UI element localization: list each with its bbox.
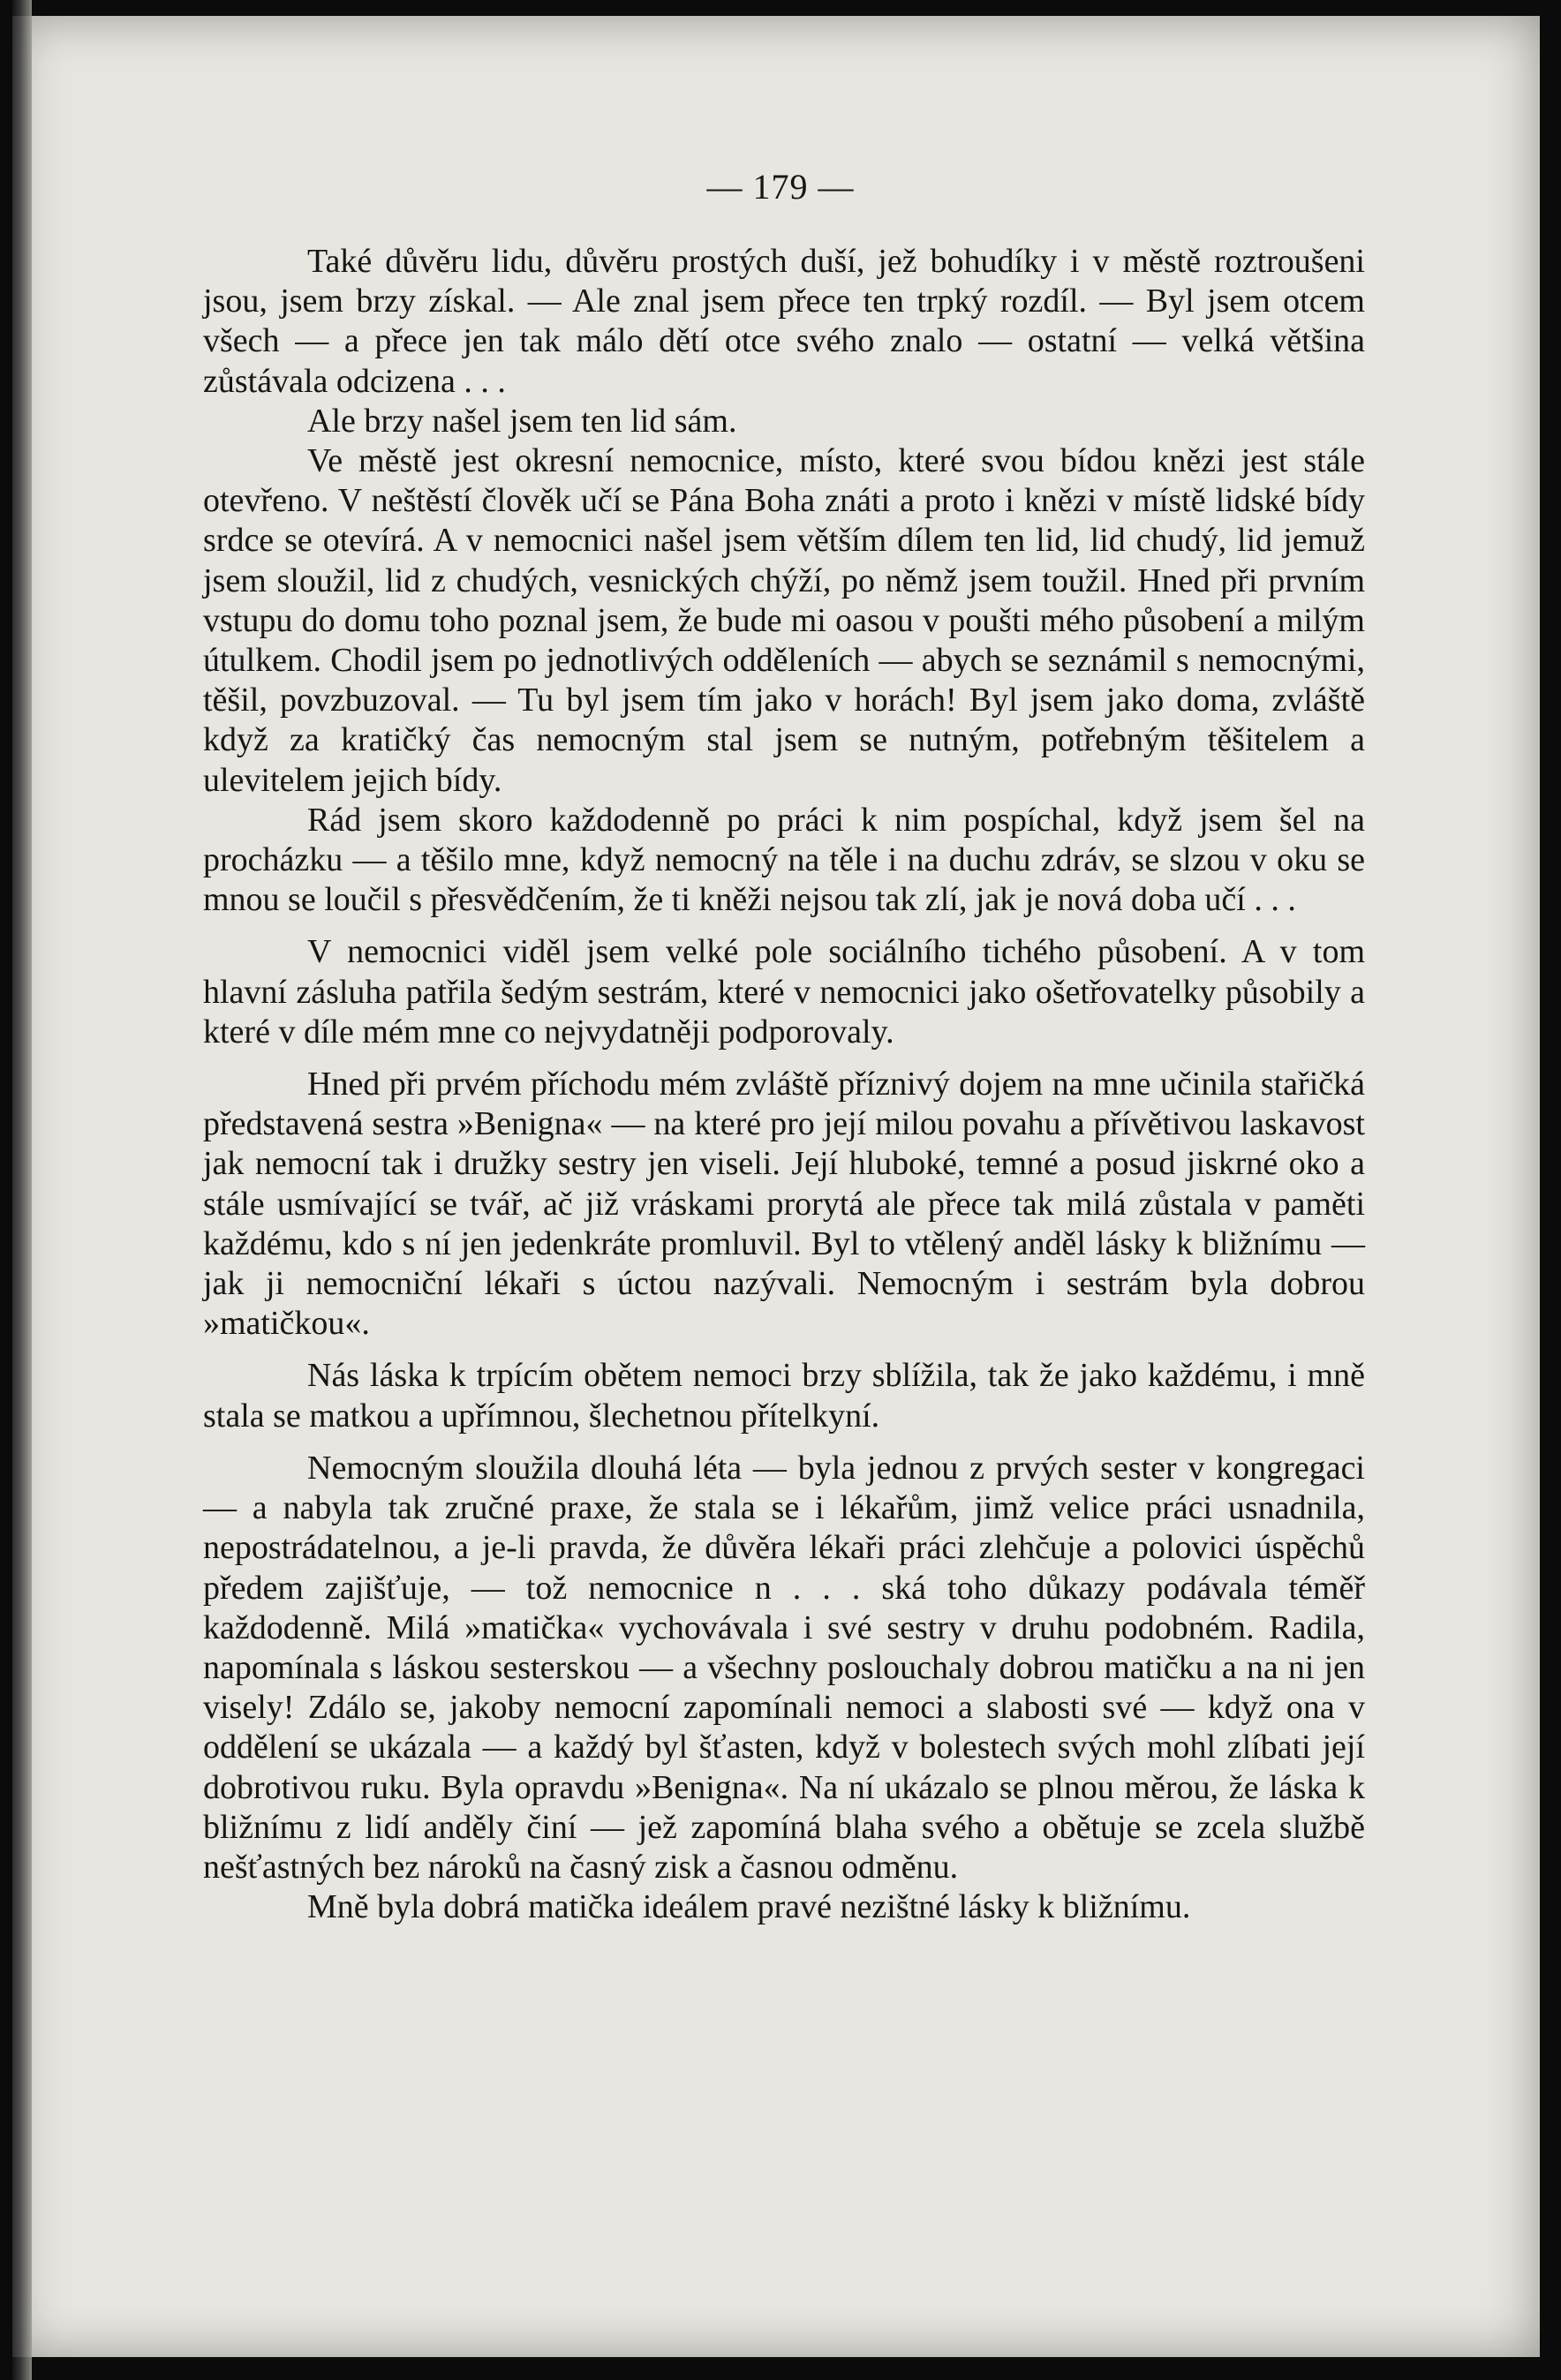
paragraph: Také důvěru lidu, důvěru prostých duší, jež bohudíky i v městě roztroušeni jsou, jsem brzy získal. — Ale znal jsem přece ten trpký rozdíl. — Byl jsem otcem všech — a přece jen tak málo dětí otce svého znalo — ostatní — velká většina zůstávala odcizena . . . xyxy=(203,243,1365,400)
paragraph: Ale brzy našel jsem ten lid sám. xyxy=(307,402,737,440)
page-number: — 179 — xyxy=(706,167,855,207)
book-spine-shadow xyxy=(12,0,32,2380)
body-text xyxy=(203,242,1365,1927)
paragraph: Mně byla dobrá matička ideálem pravé nezištné lásky k bližnímu. xyxy=(307,1888,1191,1926)
paragraph: Rád jsem skoro každodenně po práci k nim pospíchal, když jsem šel na procházku — a těšilo mne, když nemocný na těle i na duchu zdráv, se slzou v oku se mnou se loučil s přesvědčením, že ti kněži nejsou tak zlí, jak je nová doba učí . . . xyxy=(203,801,1365,919)
paragraph: Nás láska k trpícím obětem nemoci brzy sblížila, tak že jako každému, i mně stala se matkou a upřímnou, šlechetnou přítelkyní. xyxy=(203,1357,1365,1435)
paragraph: Ve městě jest okresní nemocnice, místo, které svou bídou knězi jest stále otevřeno. V neštěstí člověk učí se Pána Boha znáti a proto i knězi v místě lidské bídy srdce se otevírá. A v nemocnici našel jsem větším dílem ten lid, lid chudý, lid jemuž jsem sloužil, lid z chudých, vesnických chýží, po němž jsem toužil. Hned při prvním vstupu do domu toho poznal jsem, že bude mi oasou v poušti mého působení a milým útulkem. Chodil jsem po jednotlivých odděleních — abych se seznámil s nemocnými, těšil, povzbuzoval. — Tu byl jsem tím jako v horách! Byl jsem jako doma, zvláště když za kratičký čas nemocným stal jsem se nutným, potřebným těšitelem a ulevitelem jejich bídy. xyxy=(203,442,1365,799)
paragraph: Hned při prvém příchodu mém zvláště příznivý dojem na mne učinila stařičká představená sestra »Benigna« — na které pro její milou povahu a přívětivou laskavost jak nemocní tak i družky sestry jen viseli. Její hluboké, temné a posud jiskrné oko a stále usmívající se tvář, ač již vráskami prorytá ale přece tak milá zůstala v paměti každému, kdo s ní jen jedenkráte promluvil. Byl to vtělený anděl lásky k bližnímu — jak ji nemocniční lékaři s úctou nazývali. Nemocným i sestrám byla dobrou »matičkou«. xyxy=(203,1066,1365,1343)
paragraph: V nemocnici viděl jsem velké pole sociálního tichého působení. A v tom hlavní zásluha patřila šedým sestrám, které v nemocnici jako ošetřovatelky působily a které v díle mém mne co nejvydatněji podporovaly. xyxy=(203,933,1365,1051)
paragraph: Nemocným sloužila dlouhá léta — byla jednou z prvých sester v kongregaci — a nabyla tak zručné praxe, že stala se i lékařům, jimž velice práci usnadnila, nepostrádatelnou, a je-li pravda, že důvěra lékaři práci zlehčuje a polovici úspěchů předem zajišťuje, — tož nemocnice n . . . ská toho důkazy podávala téměř každodenně. Milá »matička« vychovávala i své sestry v druhu podobném. Radila, napomínala s láskou sesterskou — a všechny poslouchaly dobrou matičku a na ni jen visely! Zdálo se, jakoby nemocní zapomínali nemoci a slabosti své — když ona v oddělení se ukázala — a každý byl šťasten, když v bolestech svých mohl zlíbati její dobrotivou ruku. Byla opravdu »Benigna«. Na ní ukázalo se plnou měrou, že láska k bližnímu z lidí anděly činí — jež zapomíná blaha svého a obětuje se zcela službě nešťastných bez nároků na časný zisk a časnou odměnu. xyxy=(203,1449,1365,1886)
